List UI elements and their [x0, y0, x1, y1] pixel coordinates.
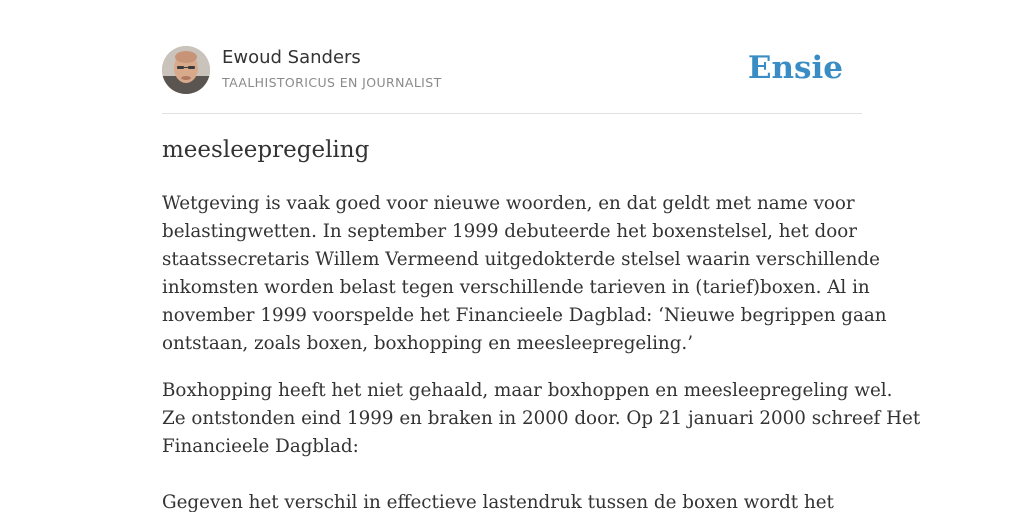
article-paragraph	[162, 377, 921, 461]
paragraph-line: Boxhopping heeft het niet gehaald, maar boxhoppen en meesleepregeling wel.	[162, 380, 893, 401]
paragraph-line: belastingwetten. In september 1999 debuteerde het boxenstelsel, het door	[162, 221, 857, 242]
author-header	[162, 46, 862, 96]
author-name[interactable]: Ewoud Sanders	[222, 47, 361, 68]
paragraph-line: inkomsten worden belast tegen verschillende tarieven in (tarief)boxen. Al in	[162, 277, 870, 298]
paragraph-line: Ze ontstonden eind 1999 en braken in 2000 door. Op 21 januari 2000 schreef Het	[162, 408, 921, 429]
article-paragraph	[162, 190, 887, 358]
paragraph-line: Wetgeving is vaak goed voor nieuwe woorden, en dat geldt met name voor	[162, 193, 855, 214]
paragraph-line: Financieele Dagblad:	[162, 436, 359, 457]
brand-logo[interactable]: Ensie	[747, 50, 843, 86]
avatar[interactable]	[162, 46, 210, 94]
paragraph-line: staatssecretaris Willem Vermeend uitgedokterde stelsel waarin verschillende	[162, 249, 880, 270]
divider	[162, 113, 862, 114]
article-quote	[162, 489, 862, 512]
paragraph-line: ontstaan, zoals boxen, boxhopping en meesleepregeling.’	[162, 333, 694, 354]
paragraph-line: november 1999 voorspelde het Financieele Dagblad: ‘Nieuwe begrippen gaan	[162, 305, 887, 326]
author-role: TAALHISTORICUS EN JOURNALIST	[222, 75, 442, 90]
paragraph-line: Gegeven het verschil in effectieve lastendruk tussen de boxen wordt het	[162, 492, 834, 512]
person-portrait-icon	[162, 46, 210, 94]
article-title: meesleepregeling	[162, 137, 370, 163]
